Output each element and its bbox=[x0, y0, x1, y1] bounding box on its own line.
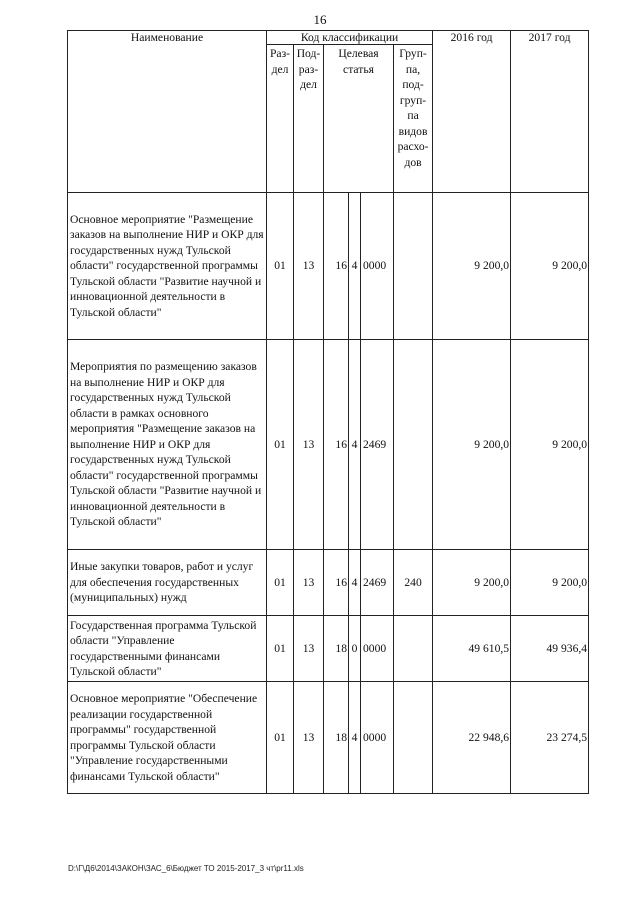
row-name: Государственная программа Тульской области "Управление государственными финансами Тульской области" bbox=[68, 616, 267, 682]
header-target-article bbox=[324, 45, 394, 193]
header-year-2016: 2016 год bbox=[433, 31, 511, 193]
row-podrazdel: 13 bbox=[294, 340, 324, 550]
row-name: Основное мероприятие "Размещение заказов на выполнение НИР и ОКР для государственных нужд Тульской области" государственной программы Тульской области "Развитие научной и инновационной деятельности в Тульской области" bbox=[68, 193, 267, 340]
table-row bbox=[68, 340, 589, 550]
row-cs-program: 18 bbox=[324, 682, 349, 794]
header-subsection bbox=[294, 45, 324, 193]
row-vr bbox=[394, 193, 433, 340]
row-2016: 9 200,0 bbox=[433, 340, 511, 550]
row-podrazdel: 13 bbox=[294, 616, 324, 682]
header-code: Код классификации bbox=[267, 31, 433, 45]
row-vr: 240 bbox=[394, 550, 433, 616]
row-cs-subprogram: 4 bbox=[349, 340, 361, 550]
row-cs-subprogram: 4 bbox=[349, 193, 361, 340]
row-2017: 23 274,5 bbox=[511, 682, 589, 794]
row-razdel: 01 bbox=[267, 616, 294, 682]
row-2016: 9 200,0 bbox=[433, 550, 511, 616]
header-target-article-label: Целевая статья bbox=[338, 47, 379, 76]
row-vr bbox=[394, 682, 433, 794]
table-row bbox=[68, 193, 589, 340]
row-podrazdel: 13 bbox=[294, 193, 324, 340]
row-cs-program: 16 bbox=[324, 550, 349, 616]
row-2016: 49 610,5 bbox=[433, 616, 511, 682]
row-razdel: 01 bbox=[267, 193, 294, 340]
row-cs-program: 16 bbox=[324, 340, 349, 550]
header-expense-group-label: Груп- па, под- груп- па видов расхо- дов bbox=[397, 47, 429, 169]
row-razdel: 01 bbox=[267, 550, 294, 616]
page-number: 16 bbox=[313, 12, 327, 27]
budget-table bbox=[67, 30, 589, 794]
row-vr bbox=[394, 340, 433, 550]
header-section-label: Раз- дел bbox=[269, 47, 291, 76]
row-name: Основное мероприятие "Обеспечение реализации государственной программы" государственной программы Тульской области "Управление государственными финансами Тульской области" bbox=[68, 682, 267, 794]
header-section bbox=[267, 45, 294, 193]
row-cs-direction: 2469 bbox=[361, 550, 394, 616]
row-cs-subprogram: 0 bbox=[349, 616, 361, 682]
header-name: Наименование bbox=[68, 31, 267, 193]
row-cs-direction: 0000 bbox=[361, 193, 394, 340]
row-name: Иные закупки товаров, работ и услуг для обеспечения государственных (муниципальных) нужд bbox=[68, 550, 267, 616]
row-name: Мероприятия по размещению заказов на выполнение НИР и ОКР для государственных нужд Тульской области в рамках основного мероприятия "Размещение заказов на выполнение НИР и ОКР для государственных нужд Тульской области" государственной программы Тульской области "Развитие научной и инновационной деятельности в Тульской области" bbox=[68, 340, 267, 550]
row-razdel: 01 bbox=[267, 682, 294, 794]
row-2016: 22 948,6 bbox=[433, 682, 511, 794]
row-2017: 9 200,0 bbox=[511, 550, 589, 616]
table-row bbox=[68, 616, 589, 682]
row-razdel: 01 bbox=[267, 340, 294, 550]
row-cs-direction: 2469 bbox=[361, 340, 394, 550]
file-path-footer: D:\Г\Д6\2014\ЗАКОН\ЗАС_6\Бюджет ТО 2015-2017_3 чт\pr11.xls bbox=[68, 864, 304, 873]
row-cs-subprogram: 4 bbox=[349, 682, 361, 794]
row-2017: 9 200,0 bbox=[511, 340, 589, 550]
header-subsection-label: Под- раз- дел bbox=[296, 47, 321, 91]
header-year-2017: 2017 год bbox=[511, 31, 589, 193]
row-cs-program: 16 bbox=[324, 193, 349, 340]
row-vr bbox=[394, 616, 433, 682]
row-cs-program: 18 bbox=[324, 616, 349, 682]
row-cs-subprogram: 4 bbox=[349, 550, 361, 616]
header-expense-group bbox=[394, 45, 433, 193]
row-podrazdel: 13 bbox=[294, 682, 324, 794]
table-row bbox=[68, 550, 589, 616]
row-cs-direction: 0000 bbox=[361, 682, 394, 794]
row-cs-direction: 0000 bbox=[361, 616, 394, 682]
row-2017: 49 936,4 bbox=[511, 616, 589, 682]
row-podrazdel: 13 bbox=[294, 550, 324, 616]
row-2016: 9 200,0 bbox=[433, 193, 511, 340]
row-2017: 9 200,0 bbox=[511, 193, 589, 340]
table-row bbox=[68, 682, 589, 794]
